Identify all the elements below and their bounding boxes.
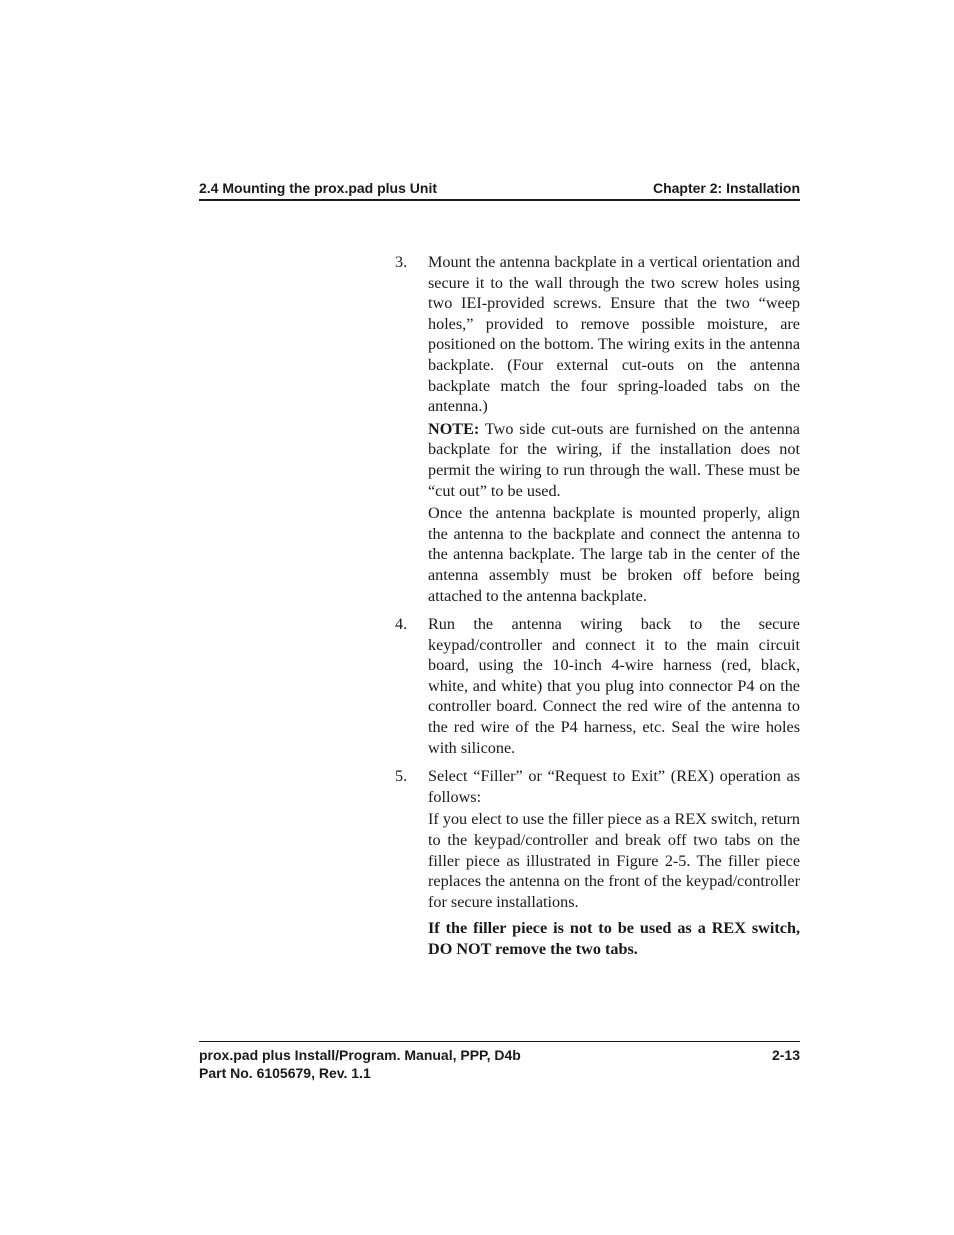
step-4 [395, 614, 800, 760]
step-3-text: Mount the antenna backplate in a vertical orientation and secure it to the wall through the two screw holes using two IEI-provided screws. Ensure that the two “weep holes,” provided to remove possible moisture, are positioned on the bottom. The wiring exits in the antenna backplate. (Four external cut-outs on the antenna backplate match the four spring-loaded tabs on the antenna.) [428, 253, 800, 416]
footer-part-number: Part No. 6105679, Rev. 1.1 [199, 1065, 371, 1081]
main-content [395, 252, 800, 968]
note-label: NOTE: [428, 419, 480, 438]
header-chapter-title: Chapter 2: Installation [652, 180, 800, 196]
step-number: 3. [395, 253, 408, 271]
header-section-title: 2.4 Mounting the prox.pad plus Unit [199, 180, 437, 196]
step-5-filler-paragraph: If you elect to use the filler piece as a REX switch, return to the keypad/controller and break off two tabs on the filler piece as illustrated in Figure 2-5. The filler piece replaces the antenna on the front of the keypad/controller for secure installations. [428, 810, 800, 911]
running-header [199, 180, 800, 201]
step-3 [395, 252, 800, 608]
step-5-text: Select “Filler” or “Request to Exit” (REX) operation as follows: [428, 767, 800, 806]
step-4-text: Run the antenna wiring back to the secure keypad/controller and connect it to the main circuit board, using the 10-inch 4-wire harness (red, black, white, and white) that you plug into connector P4 on the controller board. Connect the red wire of the antenna to the red wire of the P4 harness, etc. Seal the wire holes with silicone. [428, 615, 800, 757]
step-number: 5. [395, 767, 408, 786]
note-text: Two side cut-outs are furnished on the antenna backplate for the wiring, if the installation does not permit the wiring to run through the wall. These must be “cut out” to be used. [428, 419, 800, 500]
step-number: 4. [395, 615, 408, 634]
running-footer [199, 1041, 800, 1082]
step-5-warning: If the filler piece is not to be used as a REX switch, DO NOT remove the two tabs. [428, 919, 800, 958]
step-5 [395, 766, 800, 961]
footer-manual-title: prox.pad plus Install/Program. Manual, PPP, D4b [199, 1047, 521, 1063]
step-3-followup: Once the antenna backplate is mounted properly, align the antenna to the backplate and connect the antenna to the antenna backplate. The large tab in the center of the antenna assembly must be broken off before being attached to the antenna backplate. [428, 504, 800, 605]
step-3-note [428, 419, 800, 501]
page-number: 2-13 [771, 1047, 800, 1063]
